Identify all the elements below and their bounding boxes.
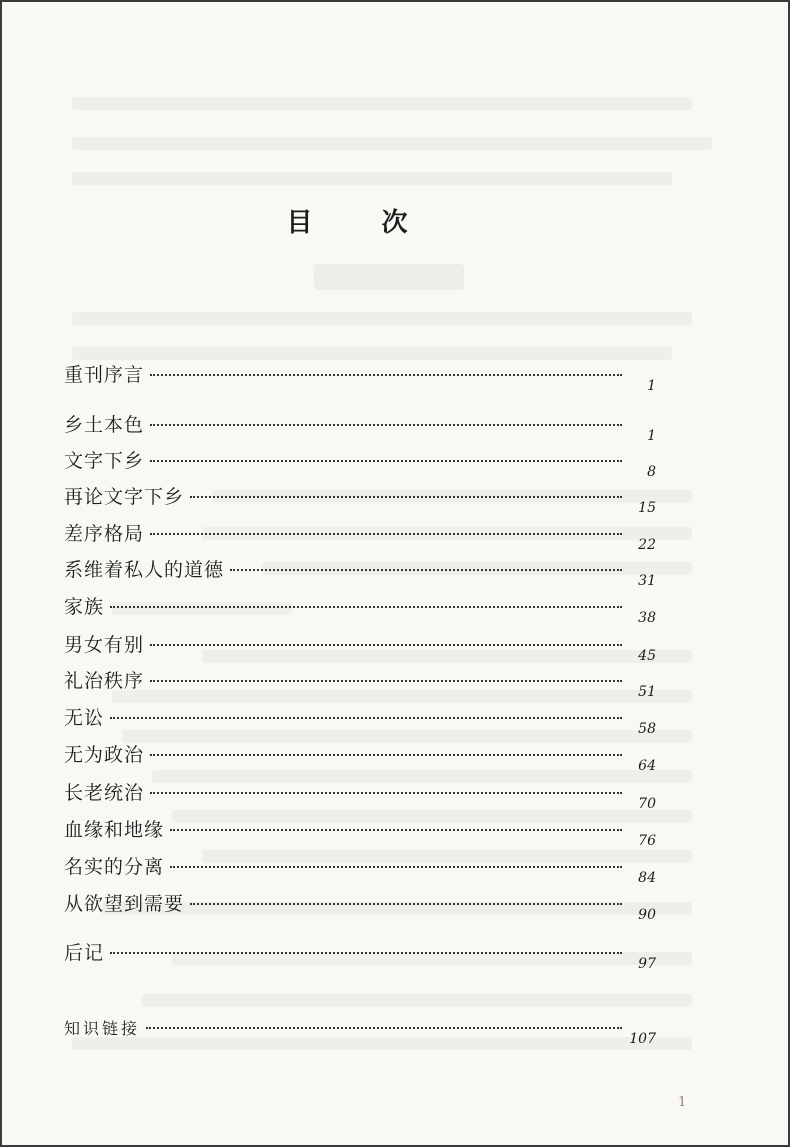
toc-entry-label: 再论文字下乡 — [64, 486, 185, 508]
toc-entry-page: 84 — [638, 870, 656, 886]
toc-entry[interactable] — [64, 519, 656, 553]
dot-leader — [110, 606, 622, 608]
toc-entry[interactable] — [64, 1016, 656, 1047]
toc-entry-label: 知识链接 — [64, 1019, 141, 1038]
toc-entry[interactable] — [64, 482, 656, 516]
dot-leader — [110, 717, 622, 719]
dot-leader — [230, 569, 622, 571]
toc-entry-page: 15 — [638, 500, 656, 516]
toc-entry-page: 1 — [647, 378, 656, 394]
toc-entry[interactable] — [64, 938, 656, 972]
toc-entry-page: 97 — [638, 956, 656, 972]
toc-entry[interactable] — [64, 446, 656, 480]
toc-entry-label: 血缘和地缘 — [64, 819, 165, 841]
dot-leader — [150, 754, 622, 756]
dot-leader — [150, 533, 622, 535]
toc-entry-label: 男女有别 — [64, 634, 145, 656]
toc-entry-label: 从欲望到需要 — [64, 893, 185, 915]
toc-entry-label: 礼治秩序 — [64, 670, 145, 692]
dot-leader — [150, 424, 622, 426]
toc-entry-label: 长老统治 — [64, 782, 145, 804]
toc-entry-page: 31 — [638, 573, 656, 589]
toc-entry-page: 64 — [638, 758, 656, 774]
dot-leader — [170, 866, 622, 868]
toc-entry[interactable] — [64, 703, 656, 737]
toc-entry[interactable] — [64, 360, 656, 394]
dot-leader — [150, 374, 622, 376]
toc-entry-page: 107 — [629, 1031, 656, 1047]
toc-entry[interactable] — [64, 740, 656, 774]
dot-leader — [190, 903, 622, 905]
toc-title: 目 次 — [286, 208, 438, 238]
toc-entry-label: 文字下乡 — [64, 450, 145, 472]
toc-entry-page: 45 — [638, 648, 656, 664]
toc-entry-label: 无为政治 — [64, 744, 145, 766]
dot-leader — [190, 496, 622, 498]
toc-entry[interactable] — [64, 410, 656, 444]
toc-entry-page: 51 — [638, 684, 656, 700]
toc-entry-page: 1 — [647, 428, 656, 444]
toc-entry-label: 后记 — [64, 942, 105, 964]
toc-entry-label: 家族 — [64, 596, 105, 618]
toc-entry-page: 58 — [638, 721, 656, 737]
dot-leader — [170, 829, 622, 831]
toc-entry-page: 8 — [647, 464, 656, 480]
toc-entry-page: 90 — [638, 907, 656, 923]
dot-leader — [150, 680, 622, 682]
dot-leader — [146, 1027, 622, 1029]
toc-entry[interactable] — [64, 666, 656, 700]
toc-entry-label: 系维着私人的道德 — [64, 559, 225, 581]
toc-entry-label: 差序格局 — [64, 523, 145, 545]
toc-entry[interactable] — [64, 555, 656, 589]
toc-entry-page: 38 — [638, 610, 656, 626]
toc-entry-page: 70 — [638, 796, 656, 812]
toc-entry[interactable] — [64, 630, 656, 664]
toc-entry[interactable] — [64, 815, 656, 849]
toc-entry-label: 重刊序言 — [64, 364, 145, 386]
toc-entry[interactable] — [64, 592, 656, 626]
dot-leader — [150, 644, 622, 646]
toc-entry-page: 76 — [638, 833, 656, 849]
toc-entry[interactable] — [64, 889, 656, 923]
dot-leader — [150, 460, 622, 462]
dot-leader — [110, 952, 622, 954]
toc-entry-label: 无讼 — [64, 707, 105, 729]
toc-entry[interactable] — [64, 778, 656, 812]
page-number: 1 — [678, 1095, 687, 1110]
toc-entry[interactable] — [64, 852, 656, 886]
toc-entry-label: 名实的分离 — [64, 856, 165, 878]
toc-entry-label: 乡土本色 — [64, 414, 145, 436]
toc-entry-page: 22 — [638, 537, 656, 553]
dot-leader — [150, 792, 622, 794]
